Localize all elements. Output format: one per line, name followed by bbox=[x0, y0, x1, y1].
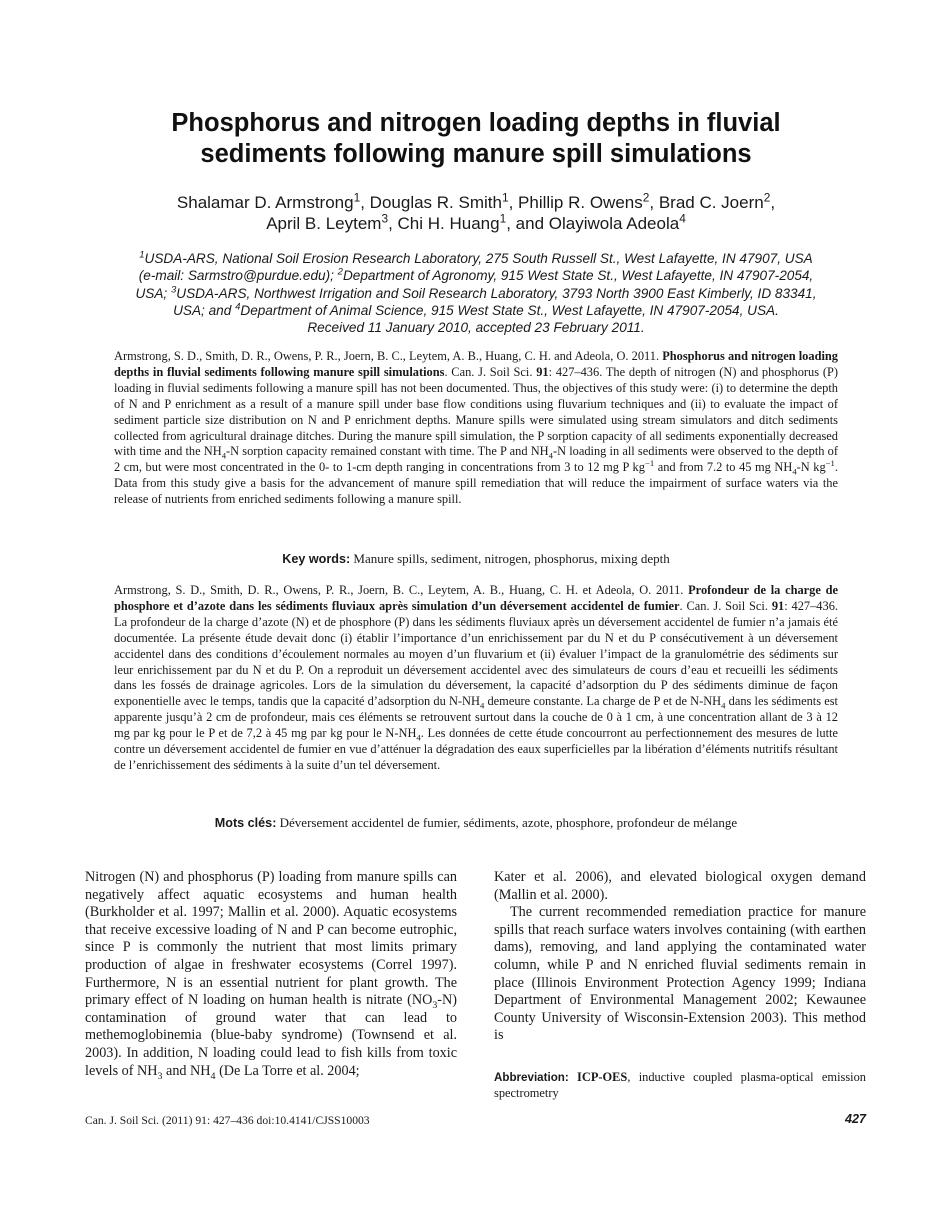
title-line-2: sediments following manure spill simulations bbox=[200, 140, 752, 168]
abstract-en-title: Phosphorus and nitrogen loading depths in fluvial sediments following manure spill simulations bbox=[114, 349, 838, 379]
page-number: 427 bbox=[844, 1112, 866, 1126]
received-dates: Received 11 January 2010, accepted 23 February 2011. bbox=[307, 320, 645, 336]
author: Brad C. Joern$^2$ bbox=[658, 190, 771, 212]
abbreviation-label: Abbreviation: bbox=[494, 1071, 569, 1084]
body-column-right bbox=[494, 869, 866, 1045]
paper-title bbox=[110, 108, 842, 170]
author-list: Shalamar D. Armstrong$^1$, Douglas R. Smith$^1$, Phillip R. Owens$^2$, Brad C. Joern$^2$, April B. Leytem$^3$, Chi H. Huang$^1$, and Olayiwola Adeola$^4$ bbox=[176, 190, 776, 233]
affiliation-1: USDA-ARS, National Soil Erosion Research Laboratory, 275 South Russell St., West Lafayette, IN 47907, USA bbox=[144, 251, 813, 266]
keywords-french: Mots clés: Déversement accidentel de fumier, sédiments, azote, phosphore, profondeur de mélange bbox=[214, 815, 738, 830]
title-line-1: Phosphorus and nitrogen loading depths in fluvial bbox=[171, 109, 781, 137]
mots-cles-label: Mots clés: bbox=[214, 816, 277, 830]
body-column-left bbox=[85, 869, 457, 1080]
abstract-french: Armstrong, S. D., Smith, D. R., Owens, P. R., Joern, B. C., Leytem, A. B., Huang, C. H. et Adeola, O. 2011. Profondeur de la charge de phosphore et d’azote dans les sédiments fluviaux après simulation d’un déversement accidentel de fumier. Can. J. Soil Sci. 91: 427–436. La profondeur de la charge d’azote (N) et de phosphore (P) dans les sédiments fluviaux après un déversement accidentel de fumier n’a jamais été documentée. La présente étude devait donc (i) établir l’importance d’un enrichissement par du N et du P consécutivement à un déversement accidentel dans des conditions d’écoulement normales au moyen d’un fluvarium et (ii) évaluer l’impact de la granulométrie des sédiments sur leur enrichissement par du N et du P. On a reproduit un déversement accidentel avec des simulateurs de cours d’eau et recueilli les sédiments dans les fossés de drainage agricoles. Lors de la simulation du déversement, la capacité d’adsorption du P des sédiments diminue de façon exponentielle avec le temps, tandis que la capacité d’adsorption du $N-NH_4$ demeure constante. La charge de P et de $N-NH_4$ dans les sédiments est apparente jusqu’à 2 cm de profondeur, mais ces éléments se retrouvent surtout dans la couche de 0 à 1 cm, à une concentration allant de 3 à 12 mg par kg pour le P et de 7,2 à 45 mg par kg pour le $N-NH_4$. Les données de cette étude concourront au perfectionnement des mesures de lutte contre un déversement accidentel de fumier en vue d’atténuer la dégradation des eaux superficielles par la libération d’éléments nutritifs résultant de l’enrichissement des sédiments à la suite d’un tel déversement. bbox=[114, 583, 839, 772]
abstract-english: Armstrong, S. D., Smith, D. R., Owens, P. R., Joern, B. C., Leytem, A. B., Huang, C. H. and Adeola, O. 2011. Phosphorus and nitrogen loading depths in fluvial sediments following manure spill simulations. Can. J. Soil Sci. 91: 427–436. The depth of nitrogen (N) and phosphorus (P) loading in fluvial sediments following a manure spill has not been documented. Thus, the objectives of this study were: (i) to determine the depth of N and P enrichment as a result of a manure spill under base flow conditions using fluvarium techniques and (ii) to evaluate the impact of sediment particle size distribution on N and P enrichment depths. Manure spills were simulated using stream simulators and ditch sediments collected from agricultural drainage ditches. During the manure spill simulation, the P sorption capacity of all sediments exponentially decreased with time and the $NH_4-N$ sorption capacity remained constant with time. The P and $NH_4-N$ loading in all sediments were observed to the depth of 2 cm, but were most concentrated in the 0- to 1-cm depth ranging in concentrations from 3 to 12 mg P $kg^{-1}$ and from 7.2 to 45 mg $NH_4-N$ $kg^{-1}$. Data from this study give a basis for the advancement of manure spill remediation that will reduce the impairment of surface waters via the release of nutrients from enriched sediments following a manure spill. bbox=[114, 349, 838, 507]
body-paragraph: Kater et al. 2006), and elevated biological oxygen demand (Mallin et al. 2000). bbox=[494, 869, 866, 903]
author: Shalamar D. Armstrong$^1$ bbox=[176, 190, 361, 212]
abstract-fr-title: Profondeur de la charge de phosphore et d’azote dans les sédiments fluviaux après simulation d’un déversement accidentel de fumier bbox=[114, 583, 838, 613]
affiliation-3: USDA-ARS, Northwest Irrigation and Soil Research Laboratory, 3793 North 3900 East Kimberly, ID 83341, bbox=[176, 285, 817, 301]
affiliation-2: Department of Agronomy, 915 West State St., West Lafayette, IN 47907-2054, bbox=[342, 268, 814, 284]
body-paragraph: Nitrogen (N) and phosphorus (P) loading from manure spills can negatively affect aquatic ecosystems and human health (Burkholder et al. 1997; Mallin et al. 2000). Aquatic ecosystems that receive excessive loading of N and P can become eutrophic, since P is commonly the nutrient that most limits primary production of algae in freshwater ecosystems (Correl 1997). Furthermore, N is an essential nutrient for plant growth. The primary effect of N loading on human health is nitrate $(NO_3-N)$ contamination of ground water that can lead to methemoglobinemia (blue-baby syndrome) (Townsend et al. 2003). In addition, N loading could lead to fish kills from toxic levels of $NH_3$ and $NH_4$ (De La Torre et al. 2004; bbox=[85, 869, 457, 1082]
author: Chi H. Huang$^1$ bbox=[397, 211, 507, 233]
keywords-label: Key words: bbox=[282, 552, 351, 566]
author: Olayiwola Adeola$^4$ bbox=[548, 211, 686, 233]
download-side-note bbox=[2, 330, 42, 900]
journal-citation: Can. J. Soil Sci. (2011) 91: 427–436 doi:10.4141/CJSS10003 bbox=[85, 1114, 370, 1127]
abbreviation-note: Abbreviation: ICP-OES, inductive coupled plasma-optical emission spectrometry bbox=[494, 1070, 866, 1100]
affiliations: $^1$USDA-ARS, National Soil Erosion Research Laboratory, 275 South Russell St., West Lafayette, IN 47907, USA (e-mail: Sarmstro@purdue.edu); $^2$Department of Agronomy, 915 West State St., West Lafayette, IN 47907-2054, USA; $^3$USDA-ARS, Northwest Irrigation and Soil Research Laboratory, 3793 North 3900 East Kimberly, ID 83341, USA; and $^4$Department of Animal Science, 915 West State St., West Lafayette, IN 47907-2054, USA. Received 11 January 2010, accepted 23 February 2011. bbox=[135, 249, 817, 336]
author: Douglas R. Smith$^1$ bbox=[369, 190, 509, 212]
keywords-english: Key words: Manure spills, sediment, nitrogen, phosphorus, mixing depth bbox=[282, 551, 670, 566]
affiliation-4: Department of Animal Science, 915 West State St., West Lafayette, IN 47907-2054, USA. bbox=[240, 302, 779, 318]
author: Phillip R. Owens$^2$ bbox=[518, 190, 650, 212]
corresponding-email: (e-mail: Sarmstro@purdue.edu); bbox=[138, 268, 338, 284]
body-paragraph: The current recommended remediation practice for manure spills that reach surface waters involves containing (with earthen dams), removing, and land applying the contaminated water column, while P and N enriched fluvial sediments remain in place (Illinois Environment Protection Agency 1999; Indiana Department of Environmental Management 2002; Kewaunee County University of Wisconsin-Extension 2003). This method is bbox=[494, 904, 866, 1044]
author: April B. Leytem$^3$ bbox=[266, 211, 389, 233]
